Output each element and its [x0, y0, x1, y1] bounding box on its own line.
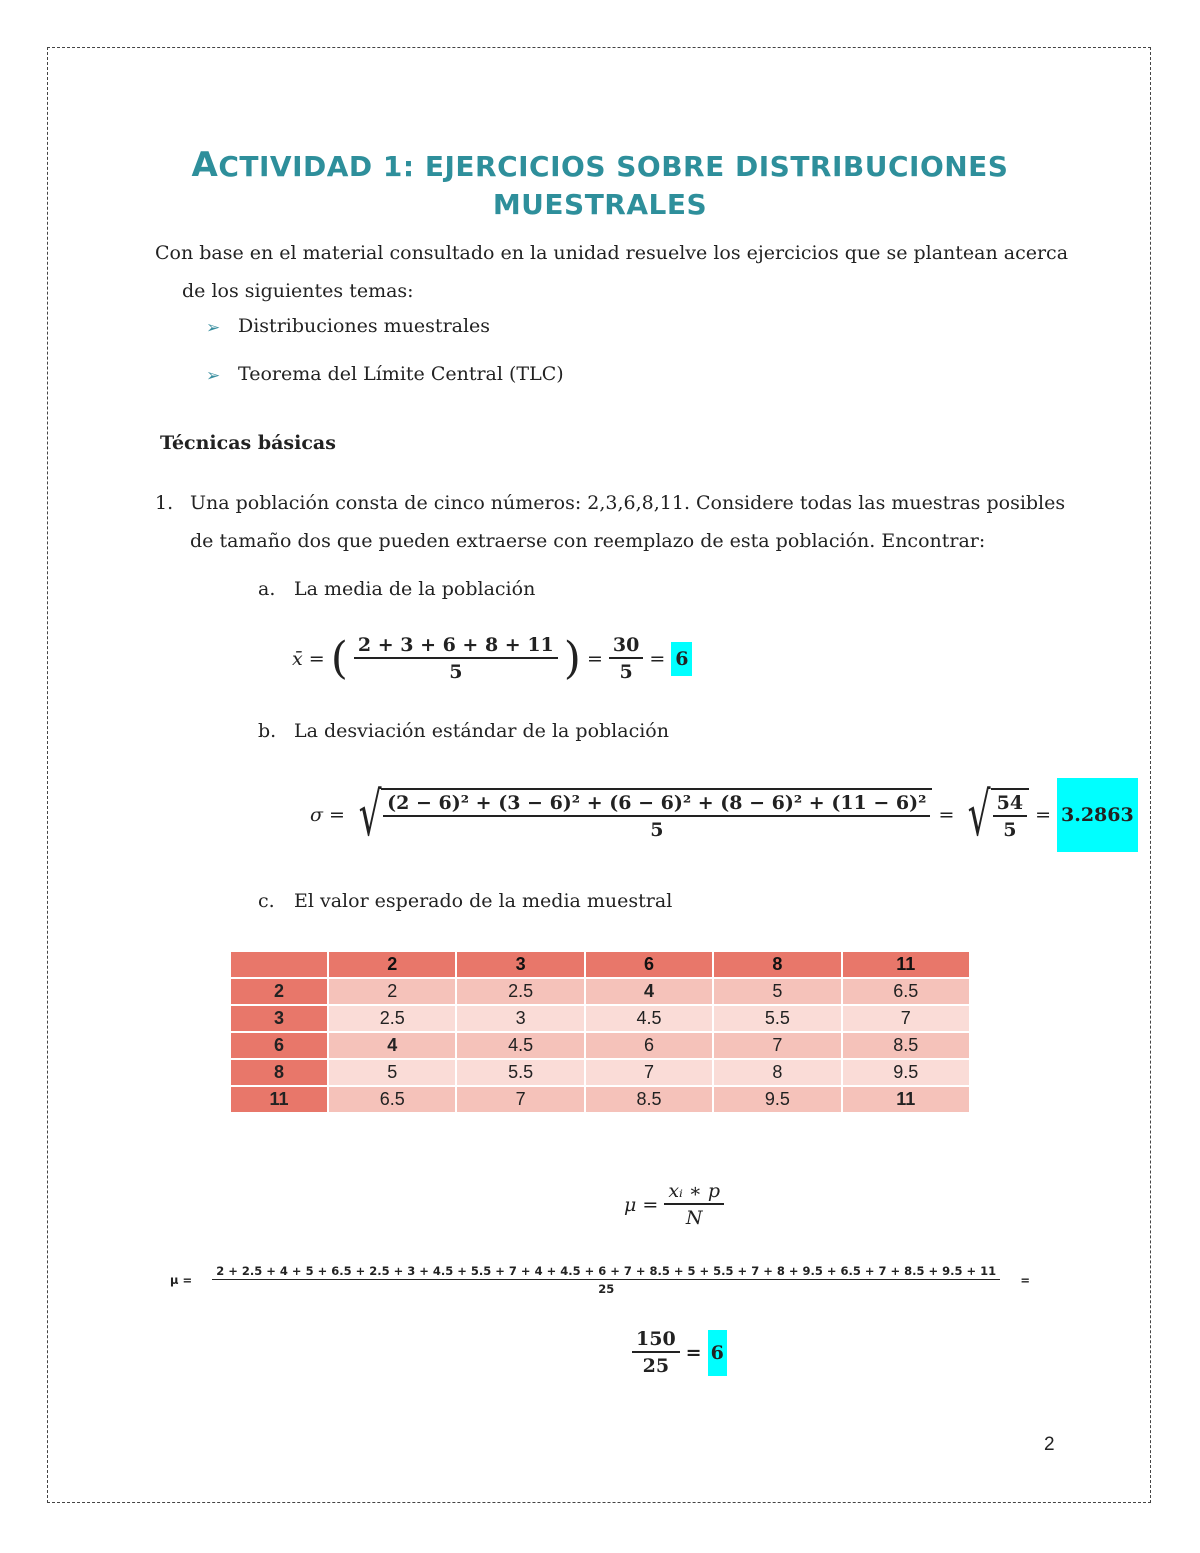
page-number: 2 [1044, 1434, 1055, 1455]
square-root [351, 780, 933, 850]
formula-mu-lhs: μ = [624, 1193, 659, 1216]
arrow-bullet-icon: ➢ [206, 318, 221, 338]
question-number: 1. [155, 492, 174, 514]
formula-mean-numerator: 2 + 3 + 6 + 8 + 11 [354, 634, 558, 659]
formula-std-fraction-2 [993, 792, 1027, 841]
formula-std-denominator-2: 5 [1003, 819, 1017, 841]
table-header-cell [231, 952, 327, 977]
formula-mean-denominator: 5 [449, 661, 463, 683]
formula-mean-lhs: x̄ = [292, 647, 325, 670]
formula-mu-numerator: xᵢ ∗ p [664, 1180, 724, 1205]
formula-expected-value [624, 1180, 724, 1229]
table-cell: 11 [843, 1087, 969, 1112]
table-cell: 7 [714, 1033, 840, 1058]
table-cell: 2.5 [329, 1006, 455, 1031]
table-cell: 6.5 [843, 979, 969, 1004]
radical-sign-icon: √ [968, 780, 991, 850]
table-cell: 4 [586, 979, 712, 1004]
table-cell: 2.5 [457, 979, 583, 1004]
table-header-cell: 8 [714, 952, 840, 977]
sample-means-table [229, 950, 971, 1114]
formula-sum-lhs: μ = [170, 1273, 193, 1287]
equals-sign: = [586, 647, 603, 670]
table-cell: 4.5 [586, 1006, 712, 1031]
formula-std-lhs: σ = [310, 804, 345, 826]
table-cell: 9.5 [714, 1087, 840, 1112]
arrow-bullet-icon: ➢ [206, 366, 221, 386]
formula-mean-numerator-2: 30 [609, 634, 643, 659]
formula-std-dev [310, 778, 1138, 852]
title-word-1: CTIVIDAD 1: [218, 150, 415, 183]
table-cell: 5 [714, 979, 840, 1004]
formula-result-numerator: 150 [632, 1328, 680, 1353]
part-a-label: a. [258, 578, 276, 600]
square-root-2 [960, 780, 1029, 850]
equals-sign: = [1035, 804, 1051, 826]
part-a-text: La media de la población [294, 578, 536, 600]
formula-std-denominator: 5 [650, 819, 664, 841]
formula-std-numerator: (2 − 6)² + (3 − 6)² + (6 − 6)² + (8 − 6)² + (11 − 6)² [383, 792, 930, 817]
table-row [231, 1033, 969, 1058]
formula-result-denominator: 25 [642, 1355, 670, 1377]
part-b-text: La desviación estándar de la población [294, 720, 669, 742]
table-cell: 7 [843, 1006, 969, 1031]
equals-sign: = [938, 804, 955, 826]
table-header-row [231, 952, 969, 977]
formula-mu-fraction [664, 1180, 724, 1229]
formula-mean-fraction-2 [609, 634, 643, 683]
bullet-item-2: Teorema del Límite Central (TLC) [238, 363, 564, 385]
equals-sign: = [649, 647, 666, 670]
left-paren: ( [330, 632, 348, 684]
formula-sum-denominator: 25 [598, 1282, 615, 1296]
table-cell: 8.5 [843, 1033, 969, 1058]
table-row [231, 1006, 969, 1031]
section-title: Técnicas básicas [160, 432, 336, 454]
table-row [231, 979, 969, 1004]
table-header-cell: 2 [329, 952, 455, 977]
radical-sign-icon: √ [358, 780, 382, 850]
table-cell: 2 [329, 979, 455, 1004]
table-cell: 5 [329, 1060, 455, 1085]
row-header-cell: 8 [231, 1060, 327, 1085]
bullet-item-1: Distribuciones muestrales [238, 315, 491, 337]
formula-std-fraction [383, 792, 930, 841]
row-header-cell: 11 [231, 1087, 327, 1112]
table-cell: 8.5 [586, 1087, 712, 1112]
title-line-1-rest: EJERCICIOS SOBRE DISTRIBUCIONES [424, 150, 1009, 183]
table-cell: 4.5 [457, 1033, 583, 1058]
row-header-cell: 2 [231, 979, 327, 1004]
part-b-label: b. [258, 720, 277, 742]
std-dev-result: 3.2863 [1057, 778, 1138, 852]
mean-result: 6 [671, 642, 692, 676]
table-row [231, 1087, 969, 1112]
formula-result-fraction [632, 1328, 680, 1377]
formula-sum-numerator: 2 + 2.5 + 4 + 5 + 6.5 + 2.5 + 3 + 4.5 + 5.5 + 7 + 4 + 4.5 + 6 + 7 + 8.5 + 5 + 5.5 + 7 + 8 + 9.5 + 6.5 + 7 + 8.5 + 9.5 + 11 [212, 1264, 1000, 1280]
table-header-cell: 6 [586, 952, 712, 977]
formula-mean-denominator-2: 5 [619, 661, 633, 683]
formula-mean-fraction [354, 634, 558, 683]
table-cell: 6 [586, 1033, 712, 1058]
table-cell: 4 [329, 1033, 455, 1058]
question-line-2: de tamaño dos que pueden extraerse con reemplazo de esta población. Encontrar: [190, 530, 986, 552]
table-cell: 7 [586, 1060, 712, 1085]
row-header-cell: 6 [231, 1033, 327, 1058]
part-c-text: El valor esperado de la media muestral [294, 890, 673, 912]
row-header-cell: 3 [231, 1006, 327, 1031]
table-cell: 7 [457, 1087, 583, 1112]
table-cell: 5.5 [457, 1060, 583, 1085]
intro-line-1: Con base en el material consultado en la unidad resuelve los ejercicios que se plantean acerca [155, 242, 1069, 264]
intro-line-2: de los siguientes temas: [182, 280, 414, 302]
formula-result [632, 1328, 727, 1377]
table-header-cell: 3 [457, 952, 583, 977]
formula-mu-denominator: N [685, 1207, 703, 1229]
question-line-1: Una población consta de cinco números: 2,3,6,8,11. Considere todas las muestras posibles [190, 492, 1066, 514]
formula-std-numerator-2: 54 [993, 792, 1027, 817]
table-row [231, 1060, 969, 1085]
formula-mean [292, 634, 692, 683]
page-title-line-1 [150, 145, 1050, 185]
part-c-label: c. [258, 890, 275, 912]
formula-sum-fraction [192, 1264, 1020, 1296]
table-cell: 3 [457, 1006, 583, 1031]
table-header-cell: 11 [843, 952, 969, 977]
title-drop-cap: A [191, 145, 219, 185]
table-cell: 9.5 [843, 1060, 969, 1085]
expected-value-result: 6 [708, 1330, 727, 1376]
equals-sign: = [1020, 1273, 1030, 1287]
table-cell: 8 [714, 1060, 840, 1085]
right-paren: ) [563, 632, 581, 684]
table-cell: 5.5 [714, 1006, 840, 1031]
equals-sign: = [685, 1341, 702, 1364]
formula-sum [170, 1264, 1030, 1296]
page-title-line-2: MUESTRALES [492, 188, 708, 221]
table-cell: 6.5 [329, 1087, 455, 1112]
